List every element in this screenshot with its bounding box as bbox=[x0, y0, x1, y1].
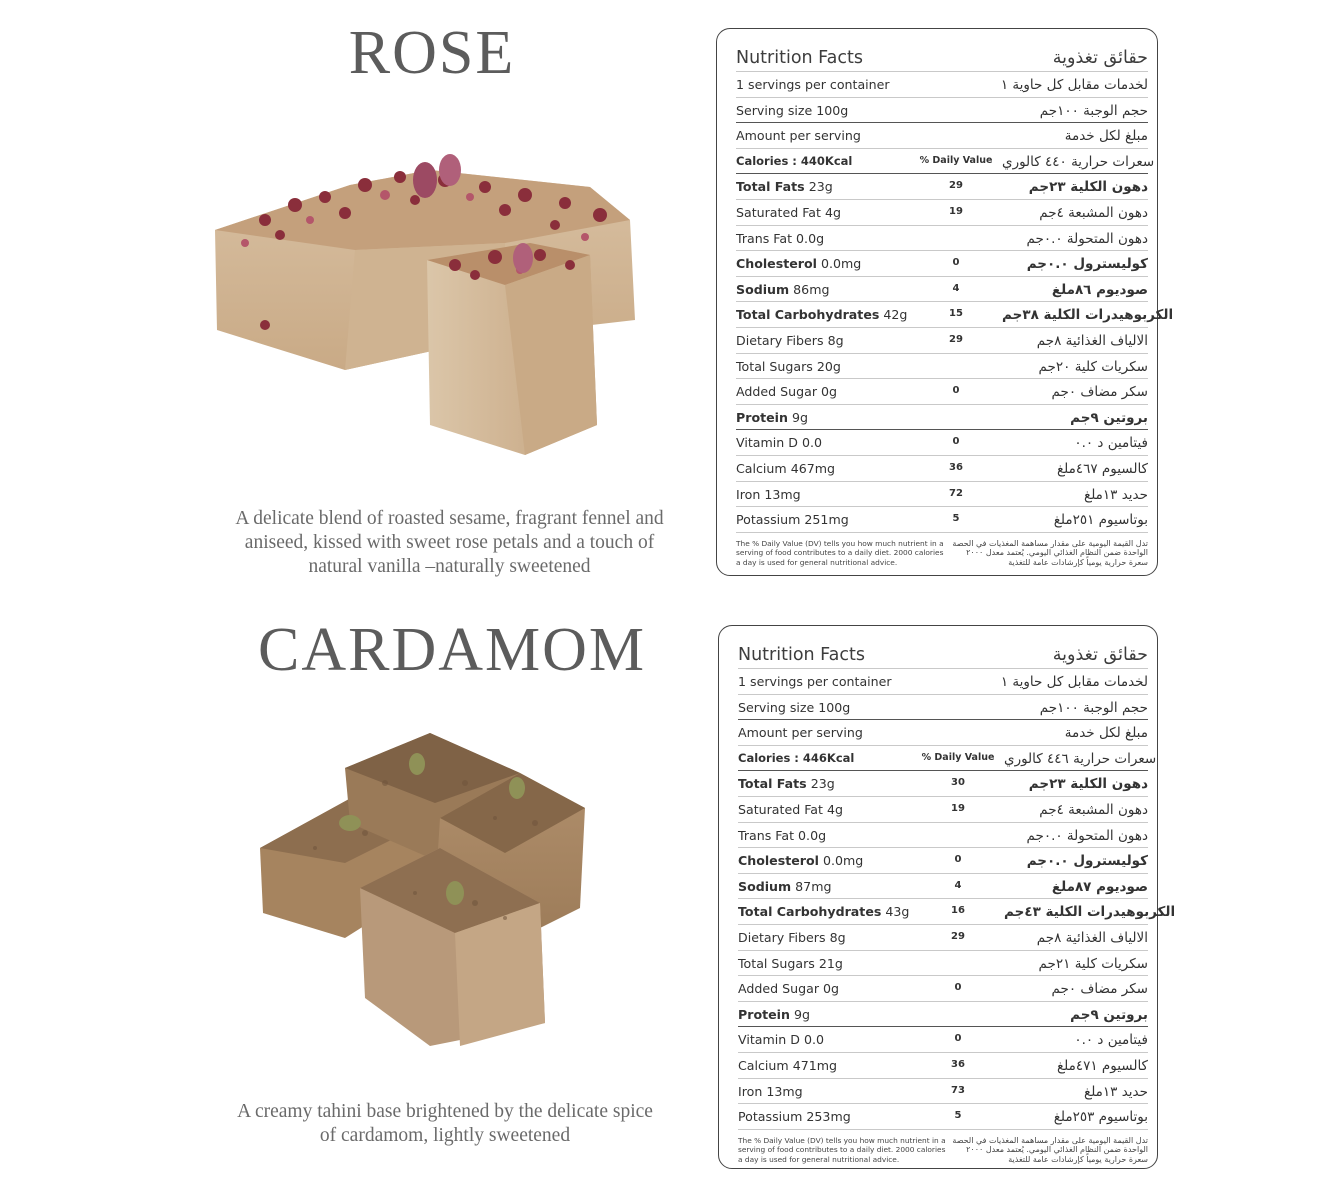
nutrient-row bbox=[738, 823, 1148, 849]
footnote-en: The % Daily Value (DV) tells you how much nutrient in a serving of food contributes to a daily diet. 2000 calories a day is used for general nutritional advice. bbox=[736, 538, 944, 567]
nutrient-label-en bbox=[738, 848, 912, 868]
nutrient-label-en bbox=[738, 1053, 912, 1073]
nutrient-row bbox=[736, 174, 1148, 200]
nutrient-label-ar: دهون المشبعة ٤جم bbox=[1039, 204, 1148, 221]
footnote-ar: تدل القيمة اليومية على مقدار مساهمة المغذيات في الحصة الواحدة ضمن النظام الغذائي اليومي. يُعتمد معدل ٢٠٠٠ سعرة حرارية يومياً كإرشادات عامة للتغذية bbox=[952, 538, 1148, 567]
nutrient-label-ar: كوليسترول ٠.٠جم bbox=[1026, 256, 1148, 273]
nutrient-name: Saturated Fat bbox=[738, 801, 823, 817]
daily-value-percent: 29 bbox=[949, 333, 963, 345]
nutrient-label-en bbox=[738, 874, 912, 894]
nutrient-label-ar: حديد ١٣ملغ bbox=[1084, 486, 1148, 503]
calories-row bbox=[736, 149, 1155, 175]
nutrient-label-en bbox=[738, 797, 912, 817]
nutrient-label-en bbox=[736, 302, 910, 322]
nutrient-amount: 9g bbox=[793, 1006, 810, 1022]
servings-ar: لخدمات مقابل كل حاوية ١ bbox=[1000, 77, 1148, 93]
nutrient-name: Calcium bbox=[736, 460, 787, 476]
daily-value-percent: 16 bbox=[951, 905, 965, 917]
rose-halva-photo bbox=[205, 125, 645, 460]
daily-value-header: % Daily Value bbox=[921, 751, 995, 763]
nutrient-row bbox=[736, 354, 1148, 380]
nutrient-label-en bbox=[738, 823, 912, 843]
nutrient-name: Total Sugars bbox=[736, 358, 813, 374]
nutrient-name: Iron bbox=[736, 486, 761, 502]
nutrition-panel-cardamom bbox=[718, 625, 1176, 1169]
nutrient-row bbox=[736, 328, 1148, 354]
nutrient-amount: 13mg bbox=[764, 486, 801, 502]
nutrient-amount: 23g bbox=[808, 179, 833, 195]
daily-value-header: % Daily Value bbox=[919, 154, 993, 166]
nutrient-row bbox=[738, 899, 1176, 925]
nutrient-label-en bbox=[738, 771, 912, 791]
nutrient-name: Added Sugar bbox=[738, 981, 819, 997]
daily-value-percent: 4 bbox=[952, 282, 960, 294]
nutrient-row bbox=[738, 976, 1148, 1002]
nutrition-header bbox=[738, 642, 1148, 669]
footnote-ar: تدل القيمة اليومية على مقدار مساهمة المغذيات في الحصة الواحدة ضمن النظام الغذائي اليومي. يُعتمد معدل ٢٠٠٠ سعرة حرارية يومياً كإرشادات عامة للتغذية bbox=[952, 1135, 1148, 1164]
amount-per-serving-row bbox=[736, 123, 1148, 149]
nutrient-name: Iron bbox=[738, 1083, 763, 1099]
servings-en: 1 servings per container bbox=[736, 77, 890, 92]
nutrient-label-en bbox=[736, 174, 910, 194]
nutrient-name: Saturated Fat bbox=[736, 204, 821, 220]
nutrient-label-en bbox=[736, 328, 910, 348]
amount-ar: مبلغ لكل خدمة bbox=[1064, 128, 1148, 145]
product-title-rose: ROSE bbox=[348, 19, 516, 87]
nutrient-amount: 13mg bbox=[766, 1083, 803, 1099]
servings-row bbox=[736, 72, 1148, 98]
daily-value-percent: 19 bbox=[951, 802, 965, 814]
nutrient-label-ar: الكربوهيدرات الكلية ٣٨جم bbox=[1002, 307, 1174, 324]
nutrient-label-ar: كالسيوم ٤٧١ملغ bbox=[1056, 1057, 1148, 1074]
nutrient-row bbox=[736, 226, 1148, 252]
mineral-rows bbox=[736, 430, 1148, 532]
nutrient-row bbox=[736, 200, 1148, 226]
nutrient-label-ar: دهون المشبعة ٤جم bbox=[1039, 801, 1148, 818]
daily-value-percent: 19 bbox=[949, 205, 963, 217]
nutrient-name: Sodium bbox=[738, 878, 792, 894]
nutrition-title-en: Nutrition Facts bbox=[738, 645, 865, 665]
amount-ar: مبلغ لكل خدمة bbox=[1064, 725, 1148, 742]
nutrient-name: Calcium bbox=[738, 1057, 789, 1073]
nutrient-label-ar: حديد ١٣ملغ bbox=[1084, 1083, 1148, 1100]
nutrient-label-en bbox=[738, 976, 912, 996]
nutrient-name: Potassium bbox=[738, 1109, 803, 1125]
daily-value-percent bbox=[910, 405, 1002, 411]
nutrient-label-en bbox=[736, 226, 910, 246]
mineral-row bbox=[738, 1104, 1148, 1130]
nutrient-row bbox=[736, 251, 1148, 277]
serving-size-ar: حجم الوجبة ١٠٠جم bbox=[1039, 699, 1148, 716]
nutrient-label-en bbox=[736, 251, 910, 271]
nutrient-label-ar: دهون المتحولة ٠.٠جم bbox=[1026, 230, 1148, 247]
nutrient-row bbox=[738, 771, 1148, 797]
nutrient-label-en bbox=[736, 200, 910, 220]
nutrient-label-en bbox=[736, 456, 910, 476]
nutrient-label-ar: دهون الكلية ٢٣جم bbox=[1028, 776, 1148, 793]
nutrient-rows bbox=[738, 771, 1176, 1027]
nutrient-label-ar: الكربوهيدرات الكلية ٤٣جم bbox=[1004, 904, 1176, 921]
nutrient-amount: 0.0mg bbox=[820, 256, 862, 272]
nutrient-amount: 0.0 bbox=[801, 435, 822, 451]
nutrient-amount: 0g bbox=[821, 384, 838, 400]
nutrient-label-ar: سكريات كلية ٢٠جم bbox=[1038, 358, 1148, 375]
nutrient-row bbox=[736, 379, 1148, 405]
servings-ar: لخدمات مقابل كل حاوية ١ bbox=[1000, 674, 1148, 690]
daily-value-percent: 36 bbox=[949, 461, 963, 473]
mineral-row bbox=[738, 1079, 1148, 1105]
nutrient-label-ar: الالياف الغذائية ٨جم bbox=[1036, 332, 1148, 349]
nutrient-label-en bbox=[738, 1027, 912, 1047]
nutrition-title-ar: حقائق تغذوية bbox=[1052, 48, 1148, 68]
nutrient-amount: 4g bbox=[826, 801, 843, 817]
daily-value-percent: 4 bbox=[954, 879, 962, 891]
nutrient-label-ar: كوليسترول ٠.٠جم bbox=[1026, 853, 1148, 870]
serving-size-row bbox=[738, 695, 1148, 721]
nutrient-amount: 0.0mg bbox=[822, 853, 864, 869]
nutrition-title-ar: حقائق تغذوية bbox=[1052, 645, 1148, 665]
nutrient-label-en bbox=[736, 507, 910, 527]
nutrient-label-ar: الالياف الغذائية ٨جم bbox=[1036, 929, 1148, 946]
nutrient-label-en bbox=[736, 405, 910, 425]
serving-size-ar: حجم الوجبة ١٠٠جم bbox=[1039, 102, 1148, 119]
nutrient-label-ar: فيتامين د ٠.٠ bbox=[1074, 1032, 1148, 1049]
nutrient-name: Cholesterol bbox=[738, 853, 819, 869]
mineral-row bbox=[738, 1027, 1148, 1053]
nutrient-label-ar: فيتامين د ٠.٠ bbox=[1074, 435, 1148, 452]
nutrient-row bbox=[738, 874, 1148, 900]
nutrition-header bbox=[736, 45, 1148, 72]
nutrient-name: Dietary Fibers bbox=[738, 929, 826, 945]
nutrient-name: Total Fats bbox=[736, 179, 805, 195]
calories-row bbox=[738, 746, 1157, 772]
footnote bbox=[736, 533, 1148, 568]
calories-en: Calories : 440Kcal bbox=[736, 153, 853, 168]
nutrient-label-ar: سكر مضاف ٠جم bbox=[1051, 981, 1148, 998]
nutrient-name: Dietary Fibers bbox=[736, 332, 824, 348]
nutrient-name: Cholesterol bbox=[736, 256, 817, 272]
nutrient-row bbox=[738, 848, 1148, 874]
product-description-cardamom: A creamy tahini base brightened by the delicate spice of cardamom, lightly sweetened bbox=[237, 1101, 653, 1146]
footnote bbox=[738, 1130, 1148, 1165]
nutrient-amount: 8g bbox=[827, 332, 844, 348]
nutrient-amount: 253mg bbox=[806, 1109, 851, 1125]
daily-value-percent bbox=[912, 1002, 1004, 1008]
nutrient-label-ar: بوتاسيوم ٢٥٣ملغ bbox=[1053, 1109, 1148, 1126]
nutrient-label-ar: كالسيوم ٤٦٧ملغ bbox=[1056, 460, 1148, 477]
nutrient-name: Vitamin D bbox=[738, 1032, 800, 1048]
nutrient-name: Potassium bbox=[736, 512, 801, 528]
nutrient-label-en bbox=[736, 277, 910, 297]
nutrient-amount: 0.0g bbox=[796, 230, 825, 246]
servings-en: 1 servings per container bbox=[738, 674, 892, 689]
mineral-rows bbox=[738, 1027, 1148, 1129]
daily-value-percent: 0 bbox=[954, 982, 962, 994]
nutrient-name: Vitamin D bbox=[736, 435, 798, 451]
nutrient-amount: 86mg bbox=[793, 281, 830, 297]
nutrient-row bbox=[738, 1002, 1148, 1028]
nutrient-amount: 471mg bbox=[792, 1057, 838, 1073]
mineral-row bbox=[736, 507, 1148, 533]
nutrient-name: Protein bbox=[738, 1006, 790, 1022]
nutrient-row bbox=[738, 925, 1148, 951]
mineral-row bbox=[736, 456, 1148, 482]
calories-ar: سعرات حرارية ٤٤٦ كالوري bbox=[1004, 750, 1157, 767]
nutrient-rows bbox=[736, 174, 1174, 430]
nutrient-label-en bbox=[738, 925, 912, 945]
nutrient-label-ar: دهون المتحولة ٠.٠جم bbox=[1026, 827, 1148, 844]
nutrient-label-en bbox=[736, 430, 910, 450]
nutrient-name: Total Fats bbox=[738, 776, 807, 792]
nutrient-amount: 87mg bbox=[795, 878, 832, 894]
nutrient-amount: 467mg bbox=[790, 460, 836, 476]
daily-value-percent bbox=[910, 354, 1002, 360]
nutrient-amount: 9g bbox=[791, 409, 808, 425]
nutrient-label-en bbox=[736, 482, 910, 502]
nutrient-amount: 251mg bbox=[804, 512, 849, 528]
nutrient-amount: 0.0g bbox=[798, 827, 827, 843]
nutrient-label-en bbox=[738, 951, 912, 971]
servings-row bbox=[738, 669, 1148, 695]
nutrient-label-en bbox=[738, 1079, 912, 1099]
footnote-en: The % Daily Value (DV) tells you how much nutrient in a serving of food contributes to a daily diet. 2000 calories a day is used for general nutritional advice. bbox=[738, 1135, 946, 1164]
nutrient-amount: 0.0 bbox=[803, 1032, 824, 1048]
amount-en: Amount per serving bbox=[738, 725, 863, 741]
nutrient-amount: 43g bbox=[885, 904, 910, 920]
calories-ar: سعرات حرارية ٤٤٠ كالوري bbox=[1002, 153, 1155, 170]
nutrient-row bbox=[736, 302, 1174, 328]
daily-value-percent: 0 bbox=[954, 1033, 962, 1045]
daily-value-percent: 5 bbox=[952, 513, 960, 525]
daily-value-percent: 5 bbox=[954, 1110, 962, 1122]
product-title-cardamom: CARDAMOM bbox=[257, 616, 647, 684]
nutrient-label-en bbox=[736, 379, 910, 399]
nutrient-amount: 0g bbox=[823, 981, 840, 997]
daily-value-percent: 30 bbox=[951, 777, 965, 789]
nutrient-amount: 20g bbox=[816, 358, 841, 374]
nutrient-amount: 8g bbox=[829, 929, 846, 945]
nutrient-row bbox=[736, 277, 1148, 303]
nutrient-name: Total Sugars bbox=[738, 955, 815, 971]
nutrient-label-en bbox=[738, 1002, 912, 1022]
nutrient-name: Added Sugar bbox=[736, 384, 817, 400]
amount-en: Amount per serving bbox=[736, 128, 861, 144]
nutrient-row bbox=[738, 951, 1148, 977]
daily-value-percent: 0 bbox=[952, 257, 960, 269]
daily-value-percent: 15 bbox=[949, 308, 963, 320]
nutrient-row bbox=[736, 405, 1148, 431]
amount-per-serving-row bbox=[738, 720, 1148, 746]
nutrient-label-ar: دهون الكلية ٢٣جم bbox=[1028, 179, 1148, 196]
nutrient-label-ar: بروتين ٩جم bbox=[1070, 409, 1148, 426]
nutrient-name: Total Carbohydrates bbox=[736, 307, 880, 323]
nutrient-name: Trans Fat bbox=[738, 827, 795, 843]
nutrient-name: Protein bbox=[736, 409, 788, 425]
nutrient-amount: 23g bbox=[810, 776, 835, 792]
daily-value-percent bbox=[912, 951, 1004, 957]
daily-value-percent: 73 bbox=[951, 1084, 965, 1096]
nutrient-label-en bbox=[738, 1104, 912, 1124]
product-description-rose: A delicate blend of roasted sesame, fragrant fennel and aniseed, kissed with sweet rose petals and a touch of natural vanilla –naturally sweetened bbox=[235, 508, 664, 577]
daily-value-percent: 0 bbox=[954, 854, 962, 866]
serving-size-en: Serving size 100g bbox=[738, 699, 851, 715]
daily-value-percent bbox=[912, 823, 1004, 829]
serving-size-en: Serving size 100g bbox=[736, 102, 849, 118]
nutrient-label-ar: بوتاسيوم ٢٥١ملغ bbox=[1053, 512, 1148, 529]
nutrient-label-en bbox=[738, 899, 912, 919]
cardamom-halva-photo bbox=[255, 728, 600, 1048]
nutrient-row bbox=[738, 797, 1148, 823]
daily-value-percent: 29 bbox=[949, 180, 963, 192]
nutrient-amount: 4g bbox=[824, 204, 841, 220]
nutrient-name: Sodium bbox=[736, 281, 790, 297]
serving-size-row bbox=[736, 98, 1148, 124]
nutrient-label-ar: صوديوم ٨٧ملغ bbox=[1051, 878, 1148, 895]
nutrient-label-ar: سكريات كلية ٢١جم bbox=[1038, 955, 1148, 972]
calories-en: Calories : 446Kcal bbox=[738, 750, 855, 765]
nutrient-amount: 21g bbox=[818, 955, 843, 971]
daily-value-percent bbox=[910, 226, 1002, 232]
nutrition-title-en: Nutrition Facts bbox=[736, 48, 863, 68]
mineral-row bbox=[738, 1053, 1148, 1079]
nutrient-label-ar: سكر مضاف ٠جم bbox=[1051, 384, 1148, 401]
mineral-row bbox=[736, 482, 1148, 508]
daily-value-percent: 72 bbox=[949, 487, 963, 499]
nutrient-amount: 42g bbox=[883, 307, 908, 323]
nutrient-label-ar: بروتين ٩جم bbox=[1070, 1006, 1148, 1023]
daily-value-percent: 0 bbox=[952, 436, 960, 448]
nutrient-label-en bbox=[736, 354, 910, 374]
nutrition-panel-rose bbox=[716, 28, 1174, 576]
daily-value-percent: 36 bbox=[951, 1058, 965, 1070]
daily-value-percent: 0 bbox=[952, 385, 960, 397]
nutrient-name: Total Carbohydrates bbox=[738, 904, 882, 920]
nutrient-name: Trans Fat bbox=[736, 230, 793, 246]
mineral-row bbox=[736, 430, 1148, 456]
nutrient-label-ar: صوديوم ٨٦ملغ bbox=[1051, 281, 1148, 298]
daily-value-percent: 29 bbox=[951, 930, 965, 942]
